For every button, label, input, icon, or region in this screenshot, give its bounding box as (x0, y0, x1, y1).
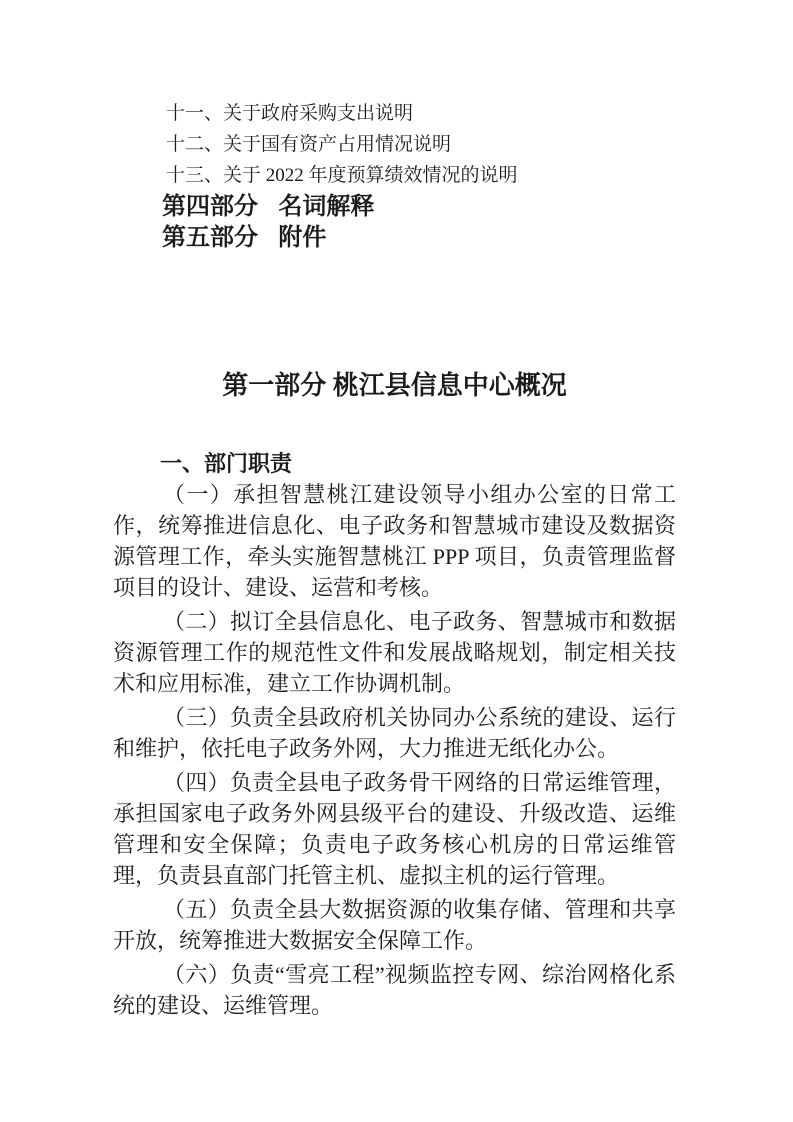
part-heading-title: 附件 (278, 224, 327, 251)
section-heading: 一、部门职责 (160, 451, 293, 476)
paragraph-duty-1: （一）承担智慧桃江建设领导小组办公室的日常工作，统筹推进信息化、电子政务和智慧城市建设及数据资源管理工作，牵头实施智慧桃江 PPP 项目，负责管理监督项目的设计、建设、运营和考核。 (113, 482, 676, 600)
part-heading-label: 第五部分 (162, 224, 258, 251)
part-heading-title: 名词解释 (278, 193, 375, 220)
part-heading-five (113, 222, 676, 253)
paragraph-duty-4: （四）负责全县电子政务骨干网络的日常运维管理，承担国家电子政务外网县级平台的建设、升级改造、运维管理和安全保障；负责电子政务核心机房的日常运维管理，负责县直部门托管主机、虚拟主机的运行管理。 (113, 770, 676, 888)
paragraph-duty-2: （二）拟订全县信息化、电子政务、智慧城市和数据资源管理工作的规范性文件和发展战略规划，制定相关技术和应用标准，建立工作协调机制。 (113, 609, 676, 696)
toc-item: 十一、关于政府采购支出说明 (166, 103, 414, 124)
toc-item: 十二、关于国有资产占用情况说明 (166, 134, 452, 155)
toc-item: 十三、关于 2022 年度预算绩效情况的说明 (166, 165, 518, 186)
chapter-title: 第一部分 桃江县信息中心概况 (222, 371, 567, 400)
part-heading-four (113, 191, 676, 222)
part-heading-label: 第四部分 (162, 193, 258, 220)
paragraph-duty-6: （六）负责“雪亮工程”视频监控专网、综治网格化系统的建设、运维管理。 (113, 962, 676, 1018)
paragraph-duty-3: （三）负责全县政府机关协同办公系统的建设、运行和维护，依托电子政务外网，大力推进无纸化办公。 (113, 705, 676, 761)
paragraph-duty-5: （五）负责全县大数据资源的收集存储、管理和共享开放，统筹推进大数据安全保障工作。 (113, 897, 676, 953)
toc-list (113, 98, 676, 253)
